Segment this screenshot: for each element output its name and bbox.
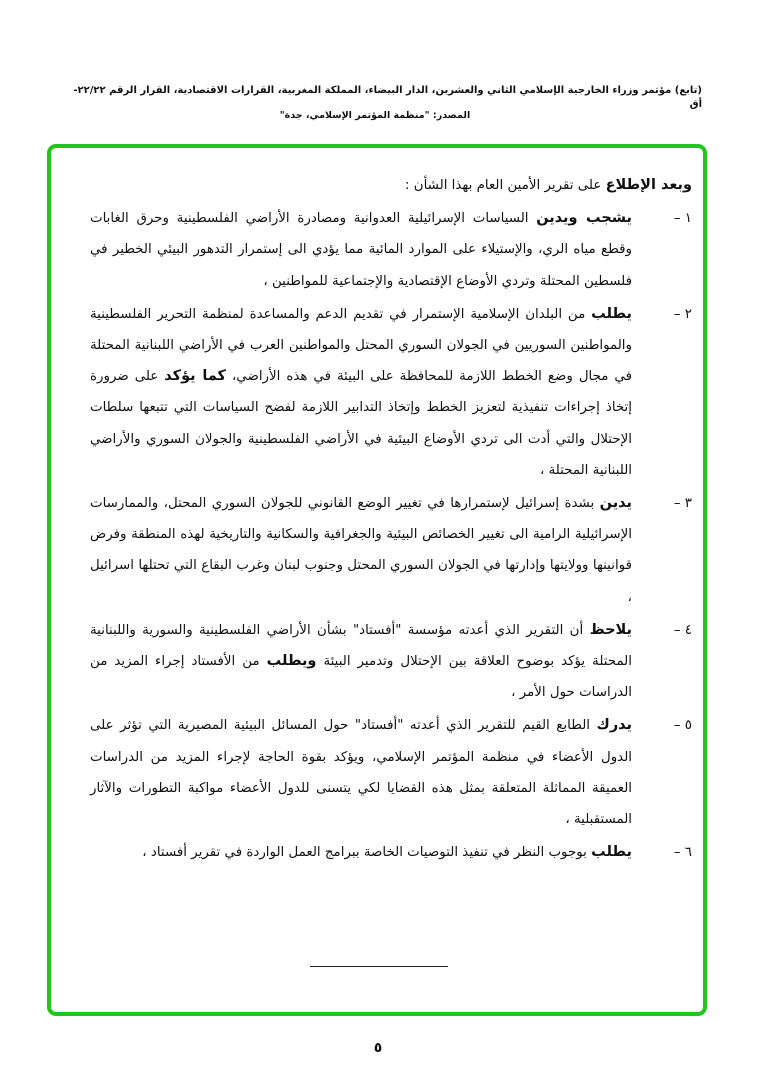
item-lead: يدين (599, 495, 632, 512)
item-text: بوجوب النظر في تنفيذ التوصيات الخاصة ببرامج العمل الواردة في تقرير أفستاد ، (142, 845, 592, 861)
resolution-item-5 (90, 710, 692, 835)
page-number: ٥ (373, 1040, 383, 1056)
item-lead: يطلب (591, 844, 632, 861)
resolution-item-3 (90, 488, 692, 613)
item-number: ١ – (673, 211, 692, 227)
item-lead-2: ويطلب (266, 653, 317, 670)
resolution-item-4 (90, 615, 692, 709)
item-number: ٤ – (673, 622, 692, 638)
resolution-item-2 (90, 299, 692, 486)
item-text: من البلدان الإسلامية الإستمرار في تقديم الدعم والمساعدة لمنظمة التحرير الفلسطينية والمواطنين السوريين في الجولان السوري المحتل والمواطنين العرب في الأراضي اللبنانية المحتلة في مجال وضع الخطط اللازمة للمحافظة على البيئة في هذه الأراضي، (90, 306, 632, 385)
resolution-item-1 (90, 203, 692, 297)
item-lead: يلاحظ (589, 621, 632, 638)
item-lead: يدرك (596, 717, 632, 734)
document-source: المصدر: "منظمة المؤتمر الإسلامي، جدة" (279, 110, 471, 121)
item-text: السياسات الإسرائيلية العدوانية ومصادرة الأراضي الفلسطينية وحرق الغابات وقطع مياه الري، والإستيلاء على الموارد المائية مما يؤدي الى إستمرار التدهور البيئي الخطير في فلسطين المحتلة وتردي الأوضاع الإقتصادية والإجتماعية للمواطنين ، (90, 211, 632, 289)
document-header-title: (تابع) مؤتمر وزراء الخارجية الإسلامي الثاني والعشرين، الدار البيضاء، المملكة المغربية، القرارات الاقتصادية، القرار الرقم ٢٢/٢٢- أق (73, 85, 702, 110)
item-lead: يطلب (591, 305, 632, 322)
intro-lead: وبعد الإطلاع (605, 177, 692, 193)
item-text: الطابع القيم للتقرير الذي أعدته "أفستاد" حول المسائل البيئية المصيرية التي تؤثر على الدول الأعضاء في منظمة المؤتمر الإسلامي، ويؤكد بقوة الحاجة لإجراء المزيد من الدراسات العميقة المماثلة المتعلقة بمثل هذه القضايا لكي يتسنى للدول الأعضاء مواكبة التطورات والآثار المستقبلية ، (90, 718, 632, 828)
item-lead: يشجب ويدين (536, 210, 632, 227)
item-number: ٣ – (673, 496, 692, 512)
item-text: بشدة إسرائيل لإستمرارها في تغيير الوضع القانوني للجولان السوري المحتل، والممارسات الإسرائيلية الرامية الى تغيير الخصائص البيئية والجغرافية والسكانية والتاريخية لهذه المنطقة وفرض قوانينها وولايتها وإدارتها في الجولان السوري المحتل وجنوب لبنان وغرب البقاع التي تحتلها اسرائيل ، (90, 496, 632, 605)
intro-paragraph (90, 170, 692, 201)
item-lead-2: كما يؤكد (164, 368, 226, 385)
resolution-body (90, 170, 692, 868)
item-text-2: من الأفستاد إجراء المزيد من الدراسات حول الأمر ، (90, 654, 632, 701)
item-text: أن التقرير الذي أعدته مؤسسة "أفستاد" بشأن الأراضي الفلسطينية والسورية واللبنانية المحتلة يؤكد بوضوح العلاقة بين الإحتلال وتدمير البيئة (90, 622, 632, 670)
separator-line (310, 966, 448, 967)
item-text-2: على ضرورة إتخاذ إجراءات تنفيذية لتعزيز الخطط وإتخاذ التدابير اللازمة لفضح السياسات التي تتبعها سلطات الإحتلال والتي أدت الى تردي الأوضاع البيئية في الأراضي الفلسطينية والجولان السوري والأراضي اللبنانية المحتلة ، (90, 369, 632, 478)
intro-text: على تقرير الأمين العام بهذا الشأن : (404, 178, 606, 193)
item-number: ٦ – (673, 845, 692, 861)
item-number: ٢ – (673, 306, 692, 322)
resolution-item-6 (90, 837, 692, 868)
item-number: ٥ – (673, 718, 692, 734)
